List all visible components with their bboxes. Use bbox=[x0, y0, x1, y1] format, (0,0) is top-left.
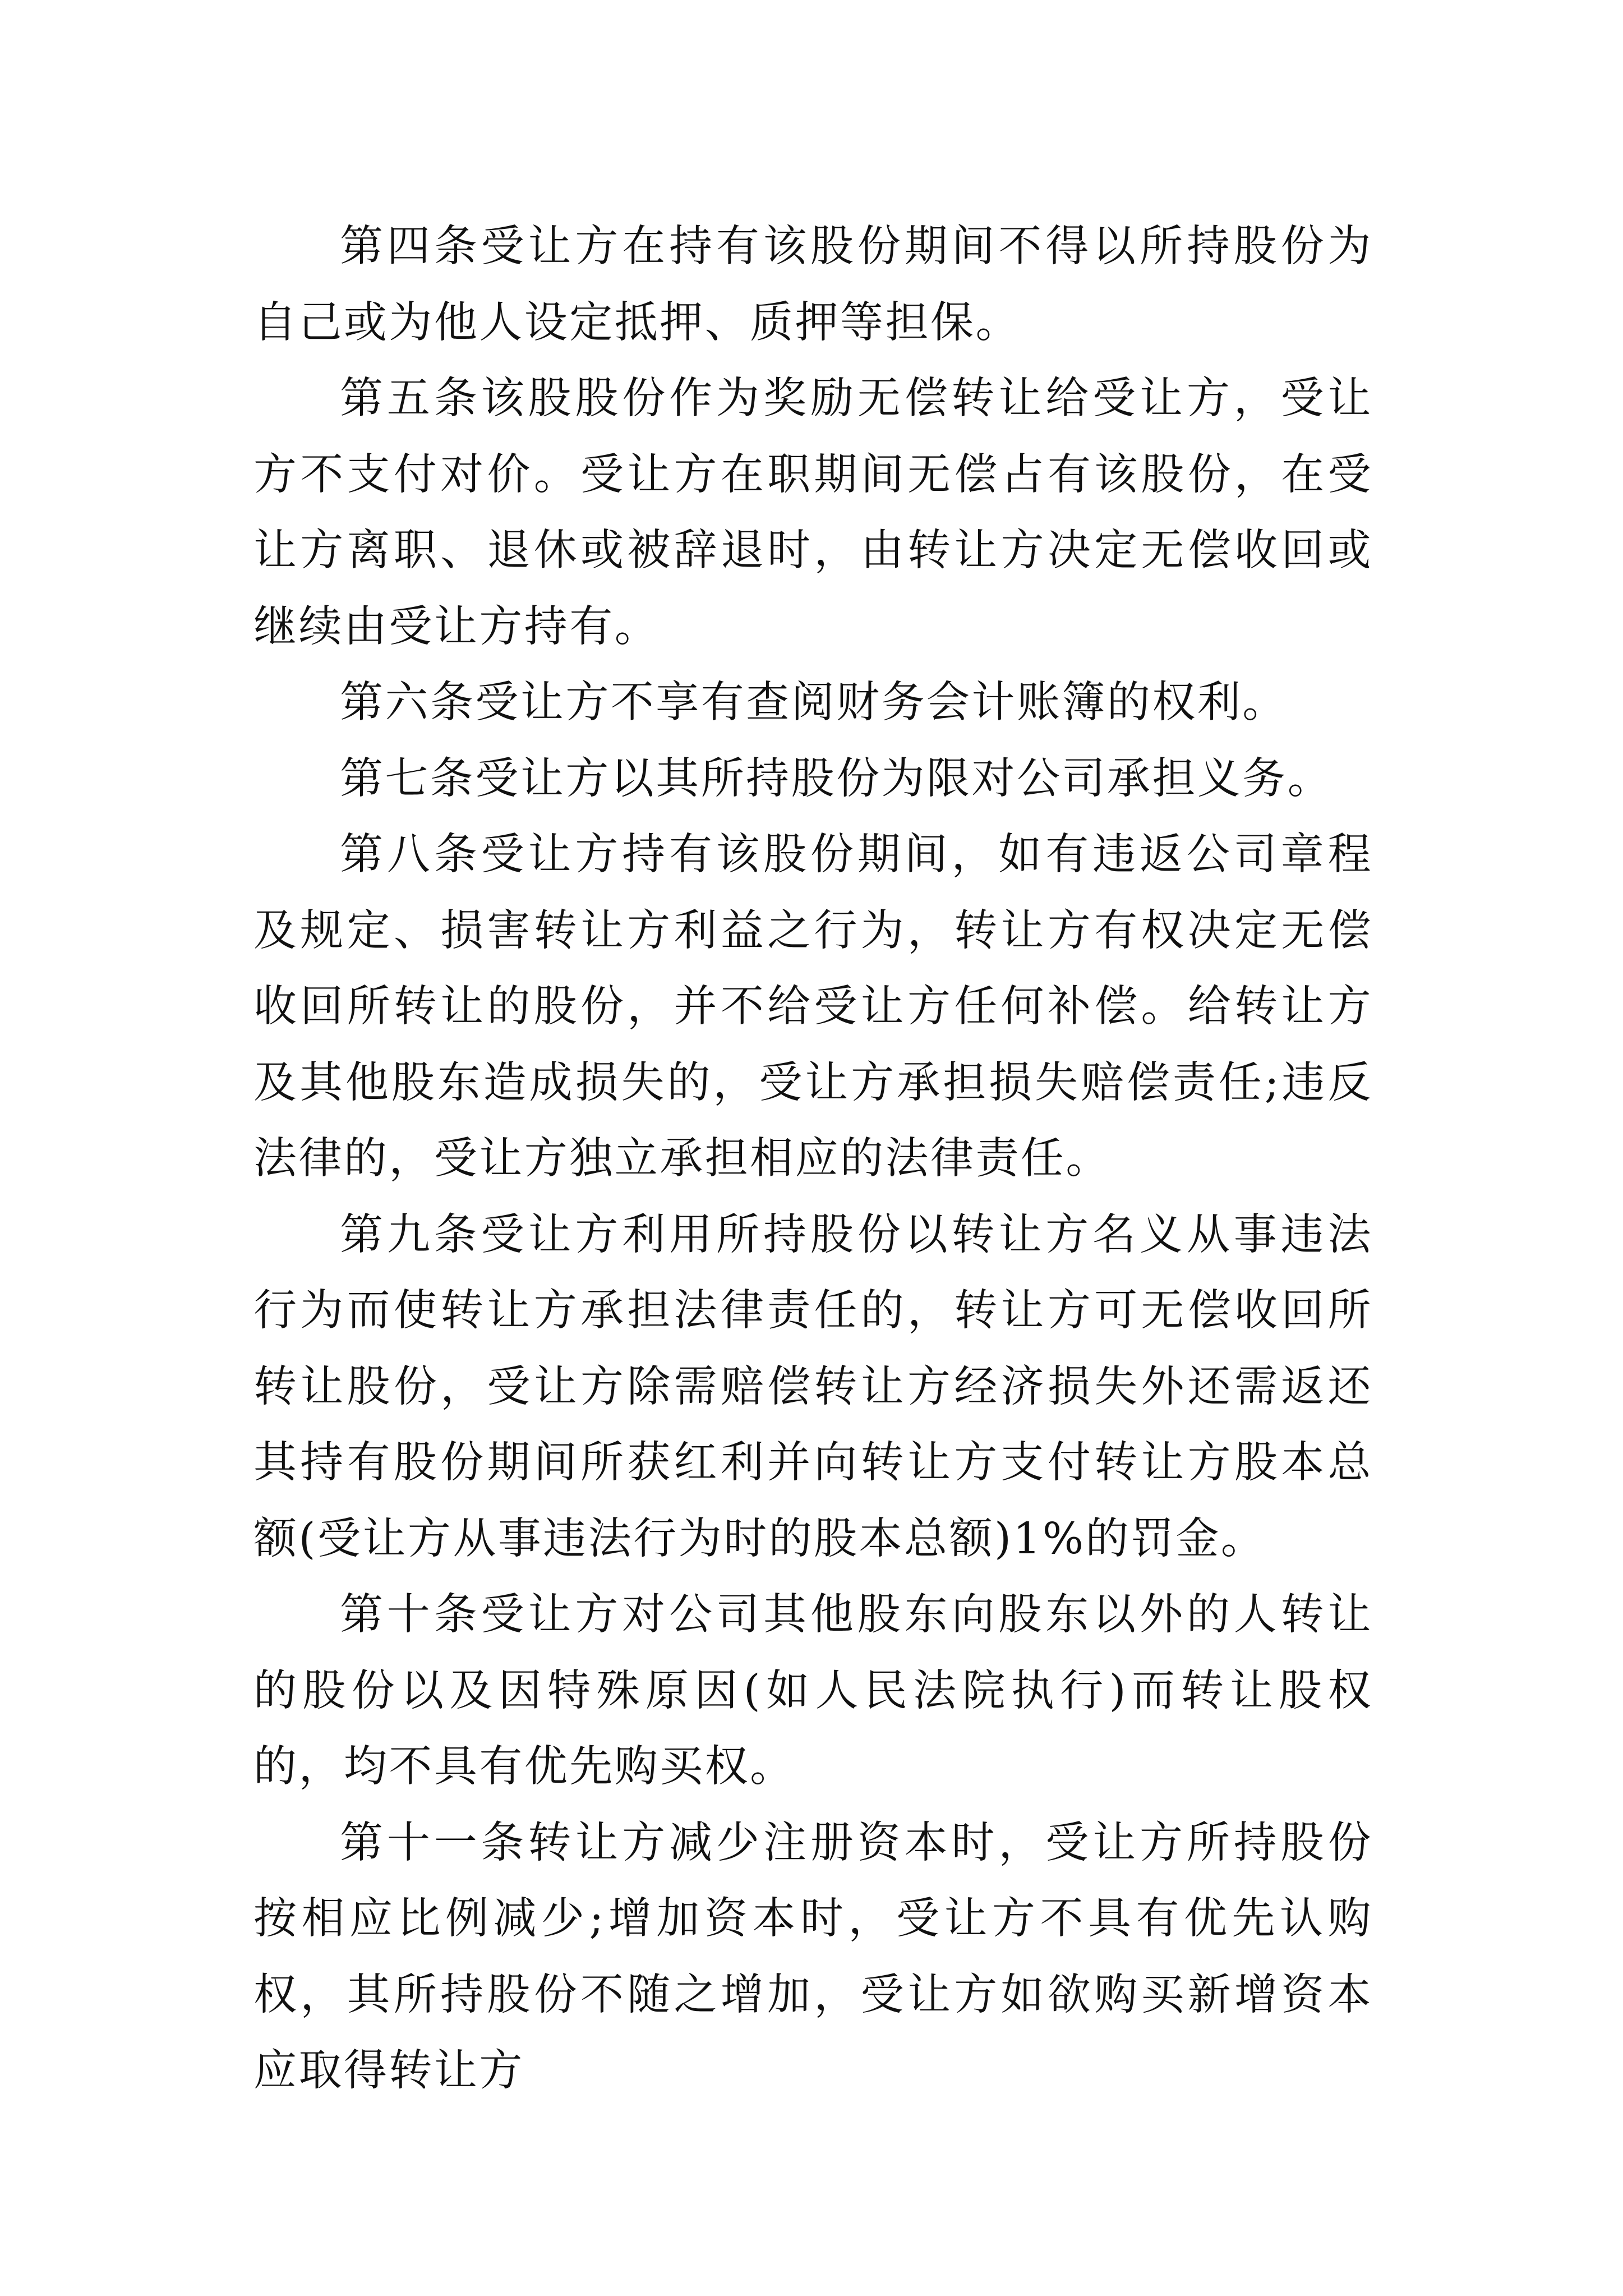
clause-7-paragraph: 第七条受让方以其所持股份为限对公司承担义务。 bbox=[340, 753, 1333, 804]
clause-4-paragraph: 第四条受让方在持有该股份期间不得以所持股份为自己或为他人设定抵押、质押等担保。 bbox=[253, 222, 1373, 348]
clause-8-paragraph: 第八条受让方持有该股份期间，如有违返公司章程及规定、损害转让方利益之行为，转让方有权决定无偿收回所转让的股份，并不给受让方任何补偿。给转让方及其他股东造成损失的，受让方承担损失赔偿责任;违反法律的，受让方独立承担相应的法律责任。 bbox=[253, 830, 1373, 1184]
document-body bbox=[253, 209, 1373, 2109]
clause-9-paragraph: 第九条受让方利用所持股份以转让方名义从事违法行为而使转让方承担法律责任的，转让方可无偿收回所转让股份，受让方除需赔偿转让方经济损失外还需返还其持有股份期间所获红利并向转让方支付转让方股本总额(受让方从事违法行为时的股本总额)1%的罚金。 bbox=[253, 1209, 1373, 1564]
clause-6-paragraph: 第六条受让方不享有查阅财务会计账簿的权利。 bbox=[340, 678, 1288, 728]
clause-5-paragraph: 第五条该股股份作为奖励无偿转让给受让方，受让方不支付对价。受让方在职期间无偿占有该股份，在受让方离职、退休或被辞退时，由转让方决定无偿收回或继续由受让方持有。 bbox=[253, 374, 1373, 652]
clause-11-paragraph: 第十一条转让方减少注册资本时，受让方所持股份按相应比例减少;增加资本时，受让方不具有优先认购权，其所持股份不随之增加，受让方如欲购买新增资本应取得转让方 bbox=[253, 1818, 1373, 2096]
clause-10-paragraph: 第十条受让方对公司其他股东向股东以外的人转让的股份以及因特殊原因(如人民法院执行)而转让股权的，均不具有优先购买权。 bbox=[253, 1590, 1373, 1792]
